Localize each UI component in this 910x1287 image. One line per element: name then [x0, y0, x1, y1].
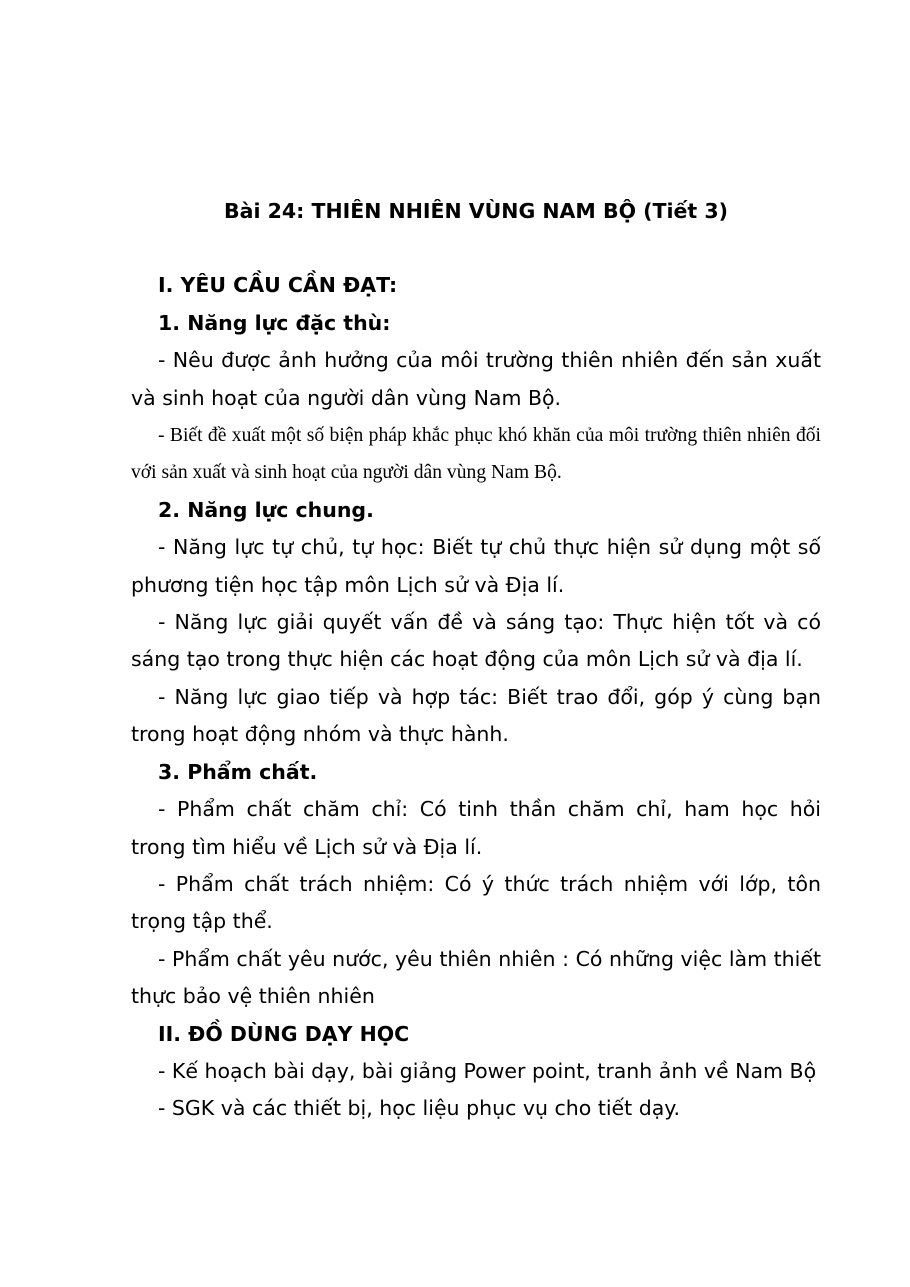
lesson-title: Bài 24: THIÊN NHIÊN VÙNG NAM BỘ (Tiết 3) [223, 199, 729, 223]
section-heading-requirements: I. YÊU CẦU CẦN ĐẠT: [158, 273, 398, 298]
paragraph: - Năng lực giao tiếp và hợp tác: Biết trao đổi, góp ý cùng bạn trong hoạt động nhóm và thực hành. [131, 684, 821, 747]
paragraph: - Biết đề xuất một số biện pháp khắc phục khó khăn của môi trường thiên nhiên đối với sản xuất và sinh hoạt của người dân vùng Nam Bộ. [131, 425, 821, 484]
section-heading-teaching-materials: II. ĐỒ DÙNG DẠY HỌC [158, 1021, 410, 1046]
subheading-specific-competence: 1. Năng lực đặc thù: [158, 310, 391, 335]
paragraph: - Phẩm chất trách nhiệm: Có ý thức trách nhiệm với lớp, tôn trọng tập thể. [131, 871, 821, 934]
subheading-qualities: 3. Phẩm chất. [158, 759, 318, 784]
paragraph: - Nêu được ảnh hưởng của môi trường thiên nhiên đến sản xuất và sinh hoạt của người dân vùng Nam Bộ. [131, 348, 821, 410]
paragraph: - Phẩm chất chăm chỉ: Có tinh thần chăm chỉ, ham học hỏi trong tìm hiểu về Lịch sử và Địa lí. [131, 797, 821, 859]
paragraph: - Phẩm chất yêu nước, yêu thiên nhiên : Có những việc làm thiết thực bảo vệ thiên nhiên [131, 946, 821, 1009]
document-page [131, 193, 821, 1128]
paragraph: - Kế hoạch bài dạy, bài giảng Power point, tranh ảnh về Nam Bộ [158, 1058, 817, 1083]
paragraph: - Năng lực giải quyết vấn đề và sáng tạo: Thực hiện tốt và có sáng tạo trong thực hiện các hoạt động của môn Lịch sử và địa lí. [131, 610, 821, 672]
subheading-general-competence: 2. Năng lực chung. [158, 497, 374, 522]
paragraph: - SGK và các thiết bị, học liệu phục vụ cho tiết dạy. [158, 1096, 681, 1121]
paragraph: - Năng lực tự chủ, tự học: Biết tự chủ thực hiện sử dụng một số phương tiện học tập môn Lịch sử và Địa lí. [131, 535, 821, 597]
